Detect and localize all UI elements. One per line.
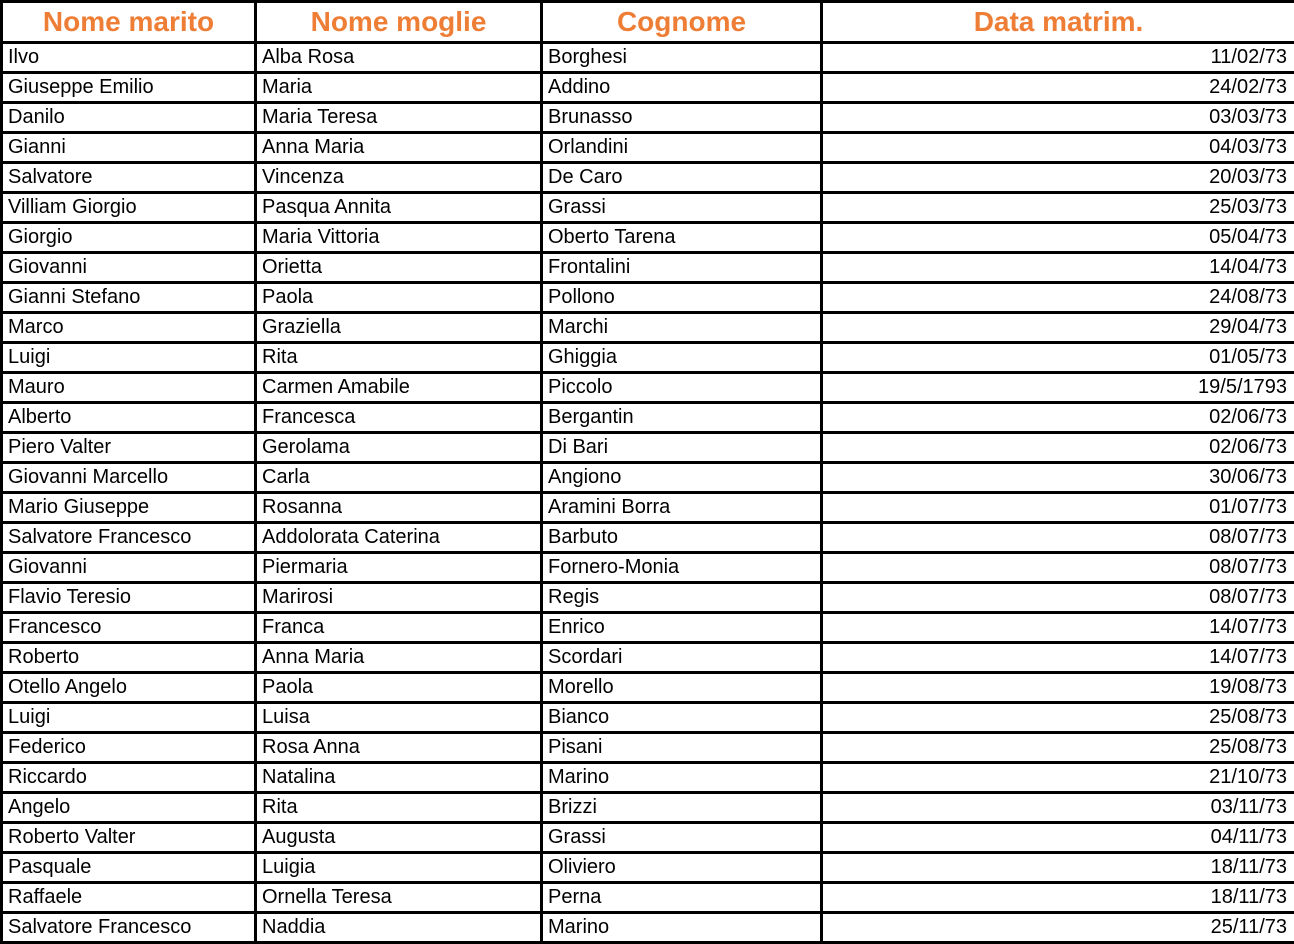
surname-cell[interactable]: Morello	[542, 673, 822, 703]
table-row	[2, 613, 1294, 643]
husband-name-cell[interactable]: Salvatore Francesco	[2, 523, 256, 553]
header-wife-name[interactable]: Nome moglie	[256, 2, 542, 43]
husband-name-cell[interactable]: Pasquale	[2, 853, 256, 883]
table-row	[2, 193, 1294, 223]
table-header	[2, 2, 1294, 43]
marriage-date-cell[interactable]: 03/11/73	[822, 793, 1294, 823]
marriage-date-cell[interactable]: 25/08/73	[822, 733, 1294, 763]
marriage-date-cell[interactable]: 14/07/73	[822, 643, 1294, 673]
wife-name-cell[interactable]: Rita	[256, 793, 542, 823]
wife-name-cell[interactable]: Alba Rosa	[256, 43, 542, 73]
surname-cell[interactable]: Marino	[542, 763, 822, 793]
wife-name-cell[interactable]: Gerolama	[256, 433, 542, 463]
marriage-date-cell[interactable]: 30/06/73	[822, 463, 1294, 493]
husband-name-cell[interactable]: Piero Valter	[2, 433, 256, 463]
surname-cell[interactable]: Bianco	[542, 703, 822, 733]
husband-name-cell[interactable]: Francesco	[2, 613, 256, 643]
table-row	[2, 733, 1294, 763]
header-marriage-date[interactable]: Data matrim.	[822, 2, 1294, 43]
husband-name-cell[interactable]: Federico	[2, 733, 256, 763]
marriage-date-cell[interactable]: 05/04/73	[822, 223, 1294, 253]
husband-name-cell[interactable]: Alberto	[2, 403, 256, 433]
wife-name-cell[interactable]: Paola	[256, 673, 542, 703]
marriage-date-cell[interactable]: 11/02/73	[822, 43, 1294, 73]
table-row	[2, 343, 1294, 373]
table-row	[2, 763, 1294, 793]
husband-name-cell[interactable]: Giovanni Marcello	[2, 463, 256, 493]
wife-name-cell[interactable]: Maria	[256, 73, 542, 103]
husband-name-cell[interactable]: Villiam Giorgio	[2, 193, 256, 223]
wife-name-cell[interactable]: Augusta	[256, 823, 542, 853]
surname-cell[interactable]: Fornero-Monia	[542, 553, 822, 583]
table-row	[2, 913, 1294, 943]
wife-name-cell[interactable]: Rosa Anna	[256, 733, 542, 763]
surname-cell[interactable]: Pollono	[542, 283, 822, 313]
table-body	[2, 43, 1294, 943]
marriage-date-cell[interactable]: 04/03/73	[822, 133, 1294, 163]
marriage-date-cell[interactable]: 14/04/73	[822, 253, 1294, 283]
table-row	[2, 553, 1294, 583]
wife-name-cell[interactable]: Anna Maria	[256, 133, 542, 163]
table-row	[2, 133, 1294, 163]
marriage-date-cell[interactable]: 18/11/73	[822, 883, 1294, 913]
wife-name-cell[interactable]: Carla	[256, 463, 542, 493]
wife-name-cell[interactable]: Addolorata Caterina	[256, 523, 542, 553]
wife-name-cell[interactable]: Orietta	[256, 253, 542, 283]
husband-name-cell[interactable]: Angelo	[2, 793, 256, 823]
surname-cell[interactable]: Brizzi	[542, 793, 822, 823]
surname-cell[interactable]: Marchi	[542, 313, 822, 343]
surname-cell[interactable]: Piccolo	[542, 373, 822, 403]
table-row	[2, 73, 1294, 103]
marriage-date-cell[interactable]: 19/08/73	[822, 673, 1294, 703]
husband-name-cell[interactable]: Roberto	[2, 643, 256, 673]
table-row	[2, 163, 1294, 193]
table-row	[2, 313, 1294, 343]
table-row	[2, 643, 1294, 673]
wife-name-cell[interactable]: Piermaria	[256, 553, 542, 583]
wife-name-cell[interactable]: Marirosi	[256, 583, 542, 613]
surname-cell[interactable]: Grassi	[542, 193, 822, 223]
marriage-date-cell[interactable]: 03/03/73	[822, 103, 1294, 133]
header-row	[2, 2, 1294, 43]
marriage-date-cell[interactable]: 08/07/73	[822, 553, 1294, 583]
husband-name-cell[interactable]: Otello Angelo	[2, 673, 256, 703]
surname-cell[interactable]: Brunasso	[542, 103, 822, 133]
husband-name-cell[interactable]: Flavio Teresio	[2, 583, 256, 613]
husband-name-cell[interactable]: Ilvo	[2, 43, 256, 73]
surname-cell[interactable]: Aramini Borra	[542, 493, 822, 523]
wife-name-cell[interactable]: Maria Teresa	[256, 103, 542, 133]
marriage-date-cell[interactable]: 24/08/73	[822, 283, 1294, 313]
header-surname[interactable]: Cognome	[542, 2, 822, 43]
husband-name-cell[interactable]: Luigi	[2, 703, 256, 733]
marriage-date-cell[interactable]: 14/07/73	[822, 613, 1294, 643]
surname-cell[interactable]: Grassi	[542, 823, 822, 853]
marriage-date-cell[interactable]: 04/11/73	[822, 823, 1294, 853]
marriage-date-cell[interactable]: 01/07/73	[822, 493, 1294, 523]
wife-name-cell[interactable]: Anna Maria	[256, 643, 542, 673]
husband-name-cell[interactable]: Marco	[2, 313, 256, 343]
table-row	[2, 883, 1294, 913]
header-husband-name[interactable]: Nome marito	[2, 2, 256, 43]
surname-cell[interactable]: Addino	[542, 73, 822, 103]
wife-name-cell[interactable]: Luigia	[256, 853, 542, 883]
table-row	[2, 523, 1294, 553]
wife-name-cell[interactable]: Francesca	[256, 403, 542, 433]
surname-cell[interactable]: Frontalini	[542, 253, 822, 283]
marriage-date-cell[interactable]: 29/04/73	[822, 313, 1294, 343]
table-row	[2, 463, 1294, 493]
marriage-date-cell[interactable]: 08/07/73	[822, 523, 1294, 553]
husband-name-cell[interactable]: Raffaele	[2, 883, 256, 913]
wife-name-cell[interactable]: Rosanna	[256, 493, 542, 523]
husband-name-cell[interactable]: Luigi	[2, 343, 256, 373]
table-row	[2, 283, 1294, 313]
surname-cell[interactable]: Oliviero	[542, 853, 822, 883]
table-row	[2, 793, 1294, 823]
marriage-date-cell[interactable]: 25/08/73	[822, 703, 1294, 733]
wife-name-cell[interactable]: Rita	[256, 343, 542, 373]
surname-cell[interactable]: Regis	[542, 583, 822, 613]
surname-cell[interactable]: De Caro	[542, 163, 822, 193]
husband-name-cell[interactable]: Mario Giuseppe	[2, 493, 256, 523]
husband-name-cell[interactable]: Danilo	[2, 103, 256, 133]
marriage-date-cell[interactable]: 01/05/73	[822, 343, 1294, 373]
table-row	[2, 853, 1294, 883]
husband-name-cell[interactable]: Giovanni	[2, 553, 256, 583]
table-row	[2, 373, 1294, 403]
wife-name-cell[interactable]: Carmen Amabile	[256, 373, 542, 403]
husband-name-cell[interactable]: Gianni	[2, 133, 256, 163]
surname-cell[interactable]: Pisani	[542, 733, 822, 763]
table-row	[2, 253, 1294, 283]
husband-name-cell[interactable]: Mauro	[2, 373, 256, 403]
marriage-date-cell[interactable]: 18/11/73	[822, 853, 1294, 883]
marriage-date-cell[interactable]: 25/03/73	[822, 193, 1294, 223]
wife-name-cell[interactable]: Vincenza	[256, 163, 542, 193]
table-row	[2, 493, 1294, 523]
wife-name-cell[interactable]: Franca	[256, 613, 542, 643]
husband-name-cell[interactable]: Salvatore	[2, 163, 256, 193]
surname-cell[interactable]: Barbuto	[542, 523, 822, 553]
wife-name-cell[interactable]: Natalina	[256, 763, 542, 793]
table-row	[2, 673, 1294, 703]
husband-name-cell[interactable]: Giovanni	[2, 253, 256, 283]
husband-name-cell[interactable]: Giuseppe Emilio	[2, 73, 256, 103]
husband-name-cell[interactable]: Gianni Stefano	[2, 283, 256, 313]
husband-name-cell[interactable]: Roberto Valter	[2, 823, 256, 853]
marriage-date-cell[interactable]: 24/02/73	[822, 73, 1294, 103]
wife-name-cell[interactable]: Maria Vittoria	[256, 223, 542, 253]
husband-name-cell[interactable]: Riccardo	[2, 763, 256, 793]
table-row	[2, 43, 1294, 73]
table-row	[2, 403, 1294, 433]
surname-cell[interactable]: Borghesi	[542, 43, 822, 73]
wife-name-cell[interactable]: Naddia	[256, 913, 542, 943]
husband-name-cell[interactable]: Giorgio	[2, 223, 256, 253]
wife-name-cell[interactable]: Luisa	[256, 703, 542, 733]
marriage-date-cell[interactable]: 25/11/73	[822, 913, 1294, 943]
marriage-date-cell[interactable]: 21/10/73	[822, 763, 1294, 793]
surname-cell[interactable]: Perna	[542, 883, 822, 913]
marriage-date-cell[interactable]: 02/06/73	[822, 403, 1294, 433]
marriage-date-cell[interactable]: 02/06/73	[822, 433, 1294, 463]
surname-cell[interactable]: Enrico	[542, 613, 822, 643]
surname-cell[interactable]: Ghiggia	[542, 343, 822, 373]
surname-cell[interactable]: Bergantin	[542, 403, 822, 433]
surname-cell[interactable]: Marino	[542, 913, 822, 943]
wife-name-cell[interactable]: Pasqua Annita	[256, 193, 542, 223]
table-row	[2, 583, 1294, 613]
husband-name-cell[interactable]: Salvatore Francesco	[2, 913, 256, 943]
table-row	[2, 223, 1294, 253]
surname-cell[interactable]: Angiono	[542, 463, 822, 493]
table-row	[2, 433, 1294, 463]
surname-cell[interactable]: Scordari	[542, 643, 822, 673]
surname-cell[interactable]: Oberto Tarena	[542, 223, 822, 253]
wife-name-cell[interactable]: Ornella Teresa	[256, 883, 542, 913]
marriage-date-cell[interactable]: 19/5/1793	[822, 373, 1294, 403]
table-row	[2, 703, 1294, 733]
wife-name-cell[interactable]: Graziella	[256, 313, 542, 343]
table-row	[2, 823, 1294, 853]
wife-name-cell[interactable]: Paola	[256, 283, 542, 313]
marriage-date-cell[interactable]: 08/07/73	[822, 583, 1294, 613]
table-row	[2, 103, 1294, 133]
surname-cell[interactable]: Orlandini	[542, 133, 822, 163]
surname-cell[interactable]: Di Bari	[542, 433, 822, 463]
marriage-date-cell[interactable]: 20/03/73	[822, 163, 1294, 193]
